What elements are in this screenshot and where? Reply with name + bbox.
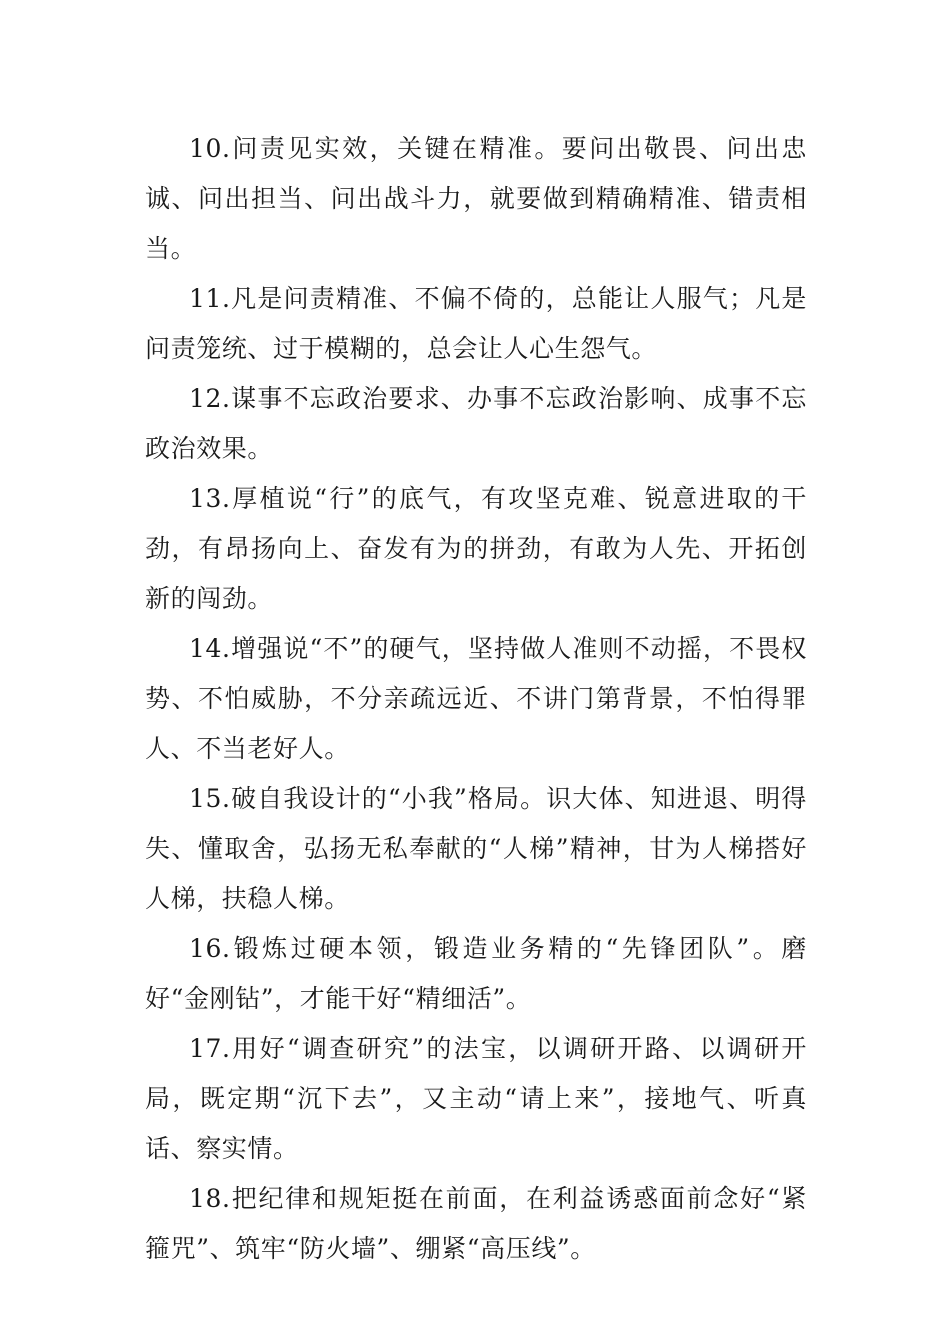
paragraph-18: 18.把纪律和规矩挺在前面，在利益诱惑面前念好“紧箍咒”、筑牢“防火墙”、绷紧“高压线”。 [145, 1184, 807, 1263]
paragraph-17: 17.用好“调查研究”的法宝，以调研开路、以调研开局，既定期“沉下去”，又主动“请上来”，接地气、听真话、察实情。 [145, 1034, 807, 1163]
paragraph-16: 16.锻炼过硬本领，锻造业务精的“先锋团队”。磨好“金刚钻”，才能干好“精细活”。 [145, 934, 807, 1013]
paragraph-13: 13.厚植说“行”的底气，有攻坚克难、锐意进取的干劲，有昂扬向上、奋发有为的拼劲，有敢为人先、开拓创新的闯劲。 [145, 484, 807, 613]
paragraph-12: 12.谋事不忘政治要求、办事不忘政治影响、成事不忘政治效果。 [145, 384, 807, 463]
document-body [145, 124, 807, 1274]
paragraph-10: 10.问责见实效，关键在精准。要问出敬畏、问出忠诚、问出担当、问出战斗力，就要做到精确精准、错责相当。 [145, 134, 807, 263]
paragraph-11: 11.凡是问责精准、不偏不倚的，总能让人服气；凡是问责笼统、过于模糊的，总会让人心生怨气。 [145, 284, 807, 363]
paragraph-15: 15.破自我设计的“小我”格局。识大体、知进退、明得失、懂取舍，弘扬无私奉献的“人梯”精神，甘为人梯搭好人梯，扶稳人梯。 [145, 784, 807, 913]
paragraph-14: 14.增强说“不”的硬气，坚持做人准则不动摇，不畏权势、不怕威胁，不分亲疏远近、不讲门第背景，不怕得罪人、不当老好人。 [145, 634, 807, 763]
